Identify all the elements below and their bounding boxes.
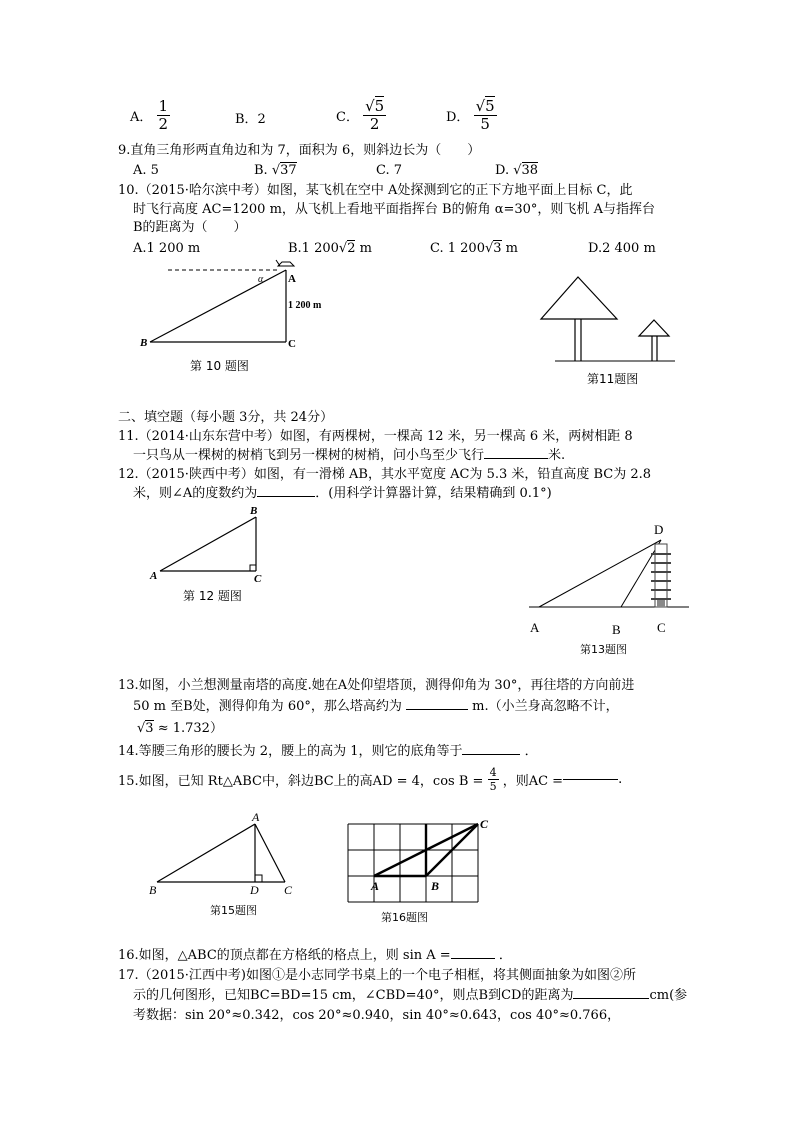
- q11-line2-post: 米.: [548, 448, 566, 463]
- q11-line1: 11.（2014·山东东营中考）如图，有两棵树，一棵高 12 米，另一棵高 6 米，两树相距 8: [118, 429, 633, 444]
- section-2-title: 二、填空题（每小题 3分，共 24分）: [118, 410, 334, 425]
- q9-option-d: D. √38: [495, 163, 539, 178]
- q17-line2-pre: 示的几何图形，已知BC=BD=15 cm，∠CBD=40°，则点B到CD的距离为: [133, 988, 574, 1003]
- q15-line: [118, 766, 622, 793]
- q13-line2-pre: 50 m 至B处，测得仰角为 60°，那么塔高约为: [133, 699, 402, 714]
- fig11-tall-tree-crown: [541, 277, 617, 319]
- q16-pre: 16.如图，△ABC的顶点都在方格纸的格点上，则 sin A =: [118, 948, 451, 963]
- q10-line2: 时飞行高度 AC=1200 m，从飞机上看地平面指挥台 B的俯角 α=30°，则飞机 A与指挥台: [133, 202, 655, 217]
- q10-line1: 10.（2015·哈尔滨中考）如图，某飞机在空中 A处探测到它的正下方地平面上目标 C，此: [118, 183, 633, 198]
- fig10-label-b: B: [140, 337, 148, 349]
- fig12-caption: 第 12 题图: [183, 589, 242, 603]
- q14-post: ．: [524, 744, 538, 759]
- q8-d-rad: 5: [485, 97, 495, 115]
- q13-answer-blank[interactable]: [406, 709, 468, 710]
- q10-c-unit: m: [501, 241, 519, 256]
- fig13-label-a: A: [530, 620, 540, 635]
- q9-option-c: C. 7: [376, 163, 403, 178]
- q14-answer-blank[interactable]: [462, 754, 520, 755]
- q15-frac-den: 5: [489, 780, 497, 793]
- q17-line2-post: cm(参: [649, 988, 688, 1003]
- fig10-label-a: A: [288, 273, 296, 285]
- q8-a-num: 1: [158, 97, 169, 115]
- fig15-right-angle-mark: [255, 875, 262, 882]
- q15-post: .: [618, 772, 623, 787]
- q8-c-rad: 5: [374, 97, 385, 115]
- q10-option-a: A.1 200 m: [133, 241, 201, 256]
- q10-option-c: C. 1 200√3 m: [430, 241, 519, 256]
- fig15-line-ac: [255, 824, 285, 882]
- fig15-line-ab: [157, 824, 255, 882]
- fig12-label-c: C: [254, 573, 262, 585]
- q15-mid: ，则AC =: [502, 774, 564, 789]
- q10-c-label: C. 1 200: [430, 241, 485, 256]
- q12-line1: 12.（2015·陕西中考）如图，有一滑梯 AB，其水平宽度 AC为 5.3 米，铅直高度 BC为 2.8: [118, 467, 652, 482]
- fig16-label-c: C: [480, 817, 489, 831]
- fig11-caption: 第11题图: [587, 372, 639, 386]
- q9-b-label: B.: [254, 163, 272, 178]
- q8-c-den: 2: [363, 115, 386, 133]
- q12-line2-pre: 米，则∠A的度数约为: [133, 486, 258, 501]
- fig13-label-c: C: [657, 620, 666, 635]
- fig15-label-d: D: [250, 883, 259, 897]
- fig15-caption: 第15题图: [210, 904, 257, 917]
- q8-option-a: [130, 98, 170, 140]
- fig10-line-ab: [150, 270, 286, 342]
- q8-a-label: A．: [130, 110, 153, 125]
- q10-b-label: B.1 200: [288, 241, 339, 256]
- q12-line2-post: ．(用科学计算器计算，结果精确到 0.1°): [315, 486, 552, 501]
- q16-line: [118, 948, 512, 964]
- figure-13: [524, 518, 694, 638]
- q15-answer-blank[interactable]: [563, 779, 618, 780]
- fig16-label-b: B: [431, 879, 440, 893]
- q16-answer-blank[interactable]: [451, 958, 495, 959]
- q8-c-fraction: [363, 98, 386, 133]
- q13-line1: 13.如图，小兰想测量南塔的高度.她在A处仰望塔顶，测得仰角为 30°，再往塔的方向前进: [118, 678, 635, 693]
- q13-line3-post: ≈ 1.732）: [153, 721, 223, 736]
- fig10-height-label: 1 200 m: [288, 300, 322, 311]
- fig10-label-alpha: α: [258, 274, 264, 285]
- fig12-label-b: B: [250, 505, 258, 517]
- fig15-label-a: A: [252, 810, 260, 824]
- q8-option-b: B．2: [235, 112, 266, 127]
- fig13-line-ad: [539, 540, 661, 607]
- q8-c-num: √5: [365, 97, 385, 115]
- fig12-line-ab: [160, 517, 256, 571]
- q9-d-rad: 38: [521, 163, 539, 178]
- fig13-caption: 第13题图: [580, 643, 627, 656]
- q13-line2: [133, 699, 619, 715]
- fig10-label-c: C: [288, 338, 296, 350]
- fig15-label-b: B: [149, 883, 157, 897]
- fig16-grid: [348, 824, 478, 902]
- figure-10: [130, 258, 350, 358]
- q15-frac-num: 4: [489, 766, 497, 779]
- q13-line3: √3 ≈ 1.732）: [137, 721, 223, 736]
- q9-option-a: A. 5: [133, 163, 159, 178]
- fig13-label-b: B: [612, 622, 621, 637]
- q14-pre: 14.等腰三角形的腰长为 2，腰上的高为 1，则它的底角等于: [118, 744, 463, 759]
- q10-c-rad: 3: [493, 241, 502, 256]
- fig16-label-a: A: [371, 879, 380, 893]
- fig16-caption: 第16题图: [381, 911, 428, 924]
- fig12-label-a: A: [150, 570, 158, 582]
- q11-line2: [133, 448, 565, 464]
- q11-answer-blank[interactable]: [484, 458, 548, 459]
- q16-post: ．: [498, 948, 512, 963]
- q10-b-rad: 2: [347, 241, 356, 256]
- fig15-label-c: C: [284, 883, 293, 897]
- q12-answer-blank[interactable]: [257, 496, 315, 497]
- q8-d-label: D．: [446, 110, 470, 125]
- figure-12: [140, 502, 280, 586]
- figure-11: [535, 272, 685, 367]
- plane-icon: [276, 260, 294, 266]
- fig10-caption: 第 10 题图: [190, 359, 249, 373]
- figure-16: [340, 814, 500, 910]
- q8-d-fraction: [474, 98, 497, 133]
- q15-pre: 15.如图，已知 Rt△ABC中，斜边BC上的高AD = 4，cos B =: [118, 774, 484, 789]
- q10-option-d: D.2 400 m: [588, 241, 656, 256]
- q15-fraction: [488, 766, 499, 793]
- q8-a-den: 2: [158, 115, 169, 133]
- q9-d-label: D.: [495, 163, 514, 178]
- q9-stem: 9.直角三角形两直角边和为 7，面积为 6，则斜边长为（ ）: [118, 143, 481, 158]
- fig12-right-angle-mark: [250, 565, 256, 571]
- q17-line1: 17.（2015·江西中考)如图①是小志同学书桌上的一个电子相框，将其侧面抽象为如图②所: [118, 968, 636, 983]
- q12-line2: [133, 486, 552, 502]
- q13-line3-rad: 3: [145, 721, 154, 736]
- q8-option-d: [446, 98, 497, 133]
- q10-option-b: B.1 200√2 m: [288, 241, 372, 256]
- q11-line2-pre: 一只鸟从一棵树的树梢飞到另一棵树的树梢，问小鸟至少飞行: [133, 448, 485, 463]
- q17-line3: 考数据：sin 20°≈0.342，cos 20°≈0.940，sin 40°≈0.643，cos 40°≈0.766，: [133, 1008, 621, 1023]
- fig13-label-d: D: [654, 522, 664, 537]
- q8-d-den: 5: [474, 115, 497, 133]
- q8-c-label: C．: [336, 110, 359, 125]
- q10-line3: B的距离为（ ）: [133, 220, 247, 235]
- q17-answer-blank[interactable]: [573, 998, 649, 999]
- q13-line2-post: m.（小兰身高忽略不计，: [472, 699, 619, 714]
- q9-b-rad: 37: [280, 163, 297, 178]
- q10-b-unit: m: [355, 241, 372, 256]
- q17-line2: [133, 988, 687, 1004]
- q9-option-b: B. √37: [254, 163, 297, 178]
- q8-option-c: [336, 98, 386, 133]
- pagoda-icon: [651, 544, 671, 607]
- q8-d-num: √5: [475, 97, 495, 115]
- figure-15: [145, 810, 305, 900]
- q14-line: [118, 744, 538, 760]
- q8-a-fraction: [157, 98, 171, 133]
- fig11-short-tree-crown: [639, 320, 669, 336]
